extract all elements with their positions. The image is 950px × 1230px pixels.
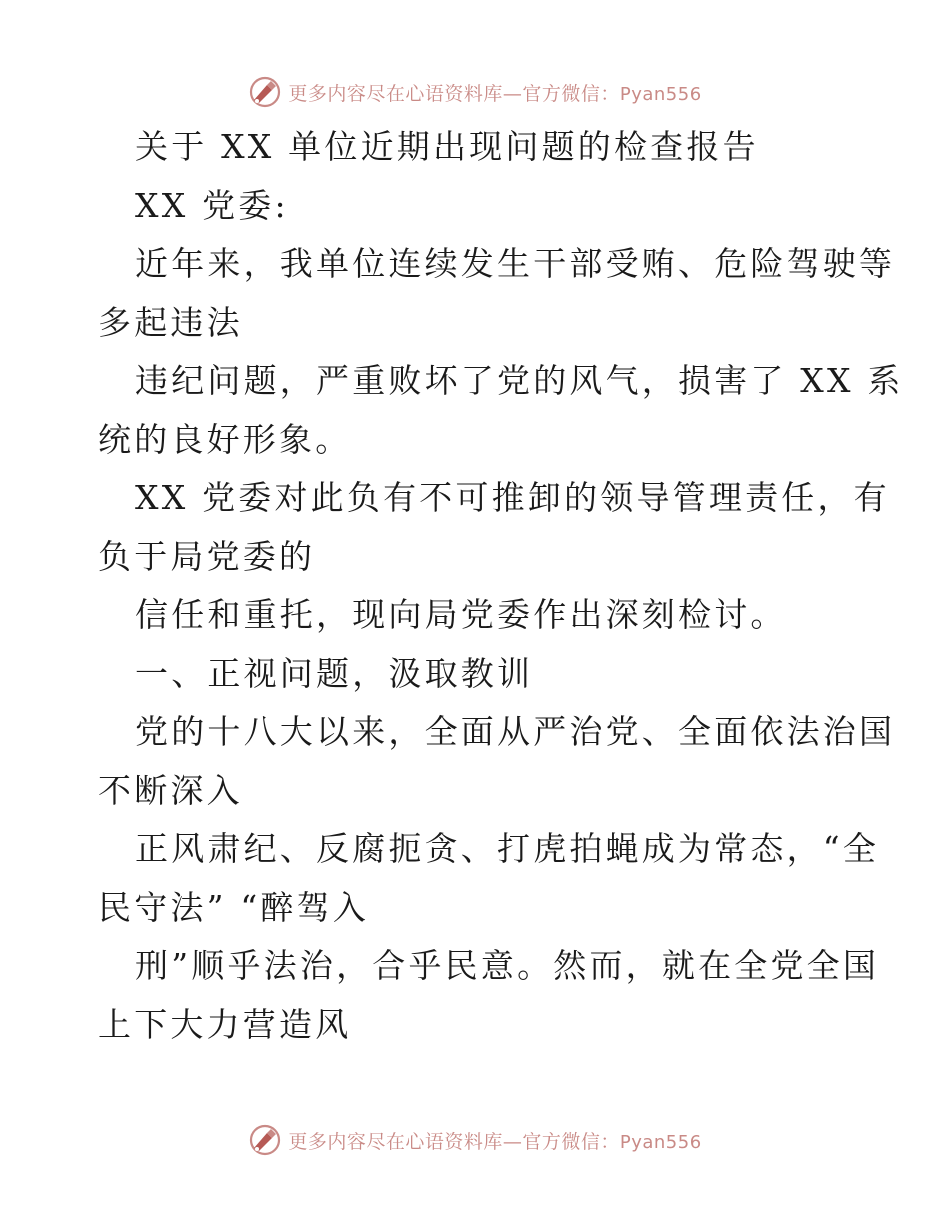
text-line: 正风肃纪、反腐扼贪、打虎拍蝇成为常态，“全 xyxy=(135,829,880,868)
pen-nib-logo-icon xyxy=(248,1123,282,1157)
text-line: 统的良好形象。 xyxy=(98,419,352,459)
text-line: 近年来，我单位连续发生干部受贿、危险驾驶等 xyxy=(135,244,896,283)
text-line: 关于 XX 单位近期出现问题的检查报告 xyxy=(135,127,759,166)
footer-banner-account: Pyan556 xyxy=(619,1131,702,1153)
text-line: XX 党委: xyxy=(135,185,289,225)
text-line: 违纪问题，严重败坏了党的风气，损害了 XX 系 xyxy=(135,361,904,400)
footer-banner xyxy=(0,1120,950,1160)
text-line: 党的十八大以来，全面从严治党、全面依法治国 xyxy=(135,712,896,751)
header-banner-text: 更多内容尽在心语资料库—官方微信：Pyan556 xyxy=(288,82,702,105)
document-body xyxy=(98,118,904,1054)
text-line: 信任和重托，现向局党委作出深刻检讨。 xyxy=(135,595,787,634)
pen-nib-logo-icon xyxy=(248,75,282,109)
header-banner xyxy=(0,72,950,112)
text-line: 一、正视问题，汲取教训 xyxy=(135,653,534,693)
text-line: 刑”顺乎法治，合乎民意。然而，就在全党全国 xyxy=(135,946,880,985)
text-line: 上下大力营造风 xyxy=(98,1004,352,1044)
header-banner-account: Pyan556 xyxy=(619,83,702,105)
text-line: 负于局党委的 xyxy=(98,536,316,576)
text-line: 民守法” “醉驾入 xyxy=(98,887,370,927)
footer-banner-text: 更多内容尽在心语资料库—官方微信：Pyan556 xyxy=(288,1130,702,1153)
text-line: 不断深入 xyxy=(98,770,243,810)
text-line: 多起违法 xyxy=(98,302,243,342)
text-line: XX 党委对此负有不可推卸的领导管理责任，有 xyxy=(135,478,890,517)
